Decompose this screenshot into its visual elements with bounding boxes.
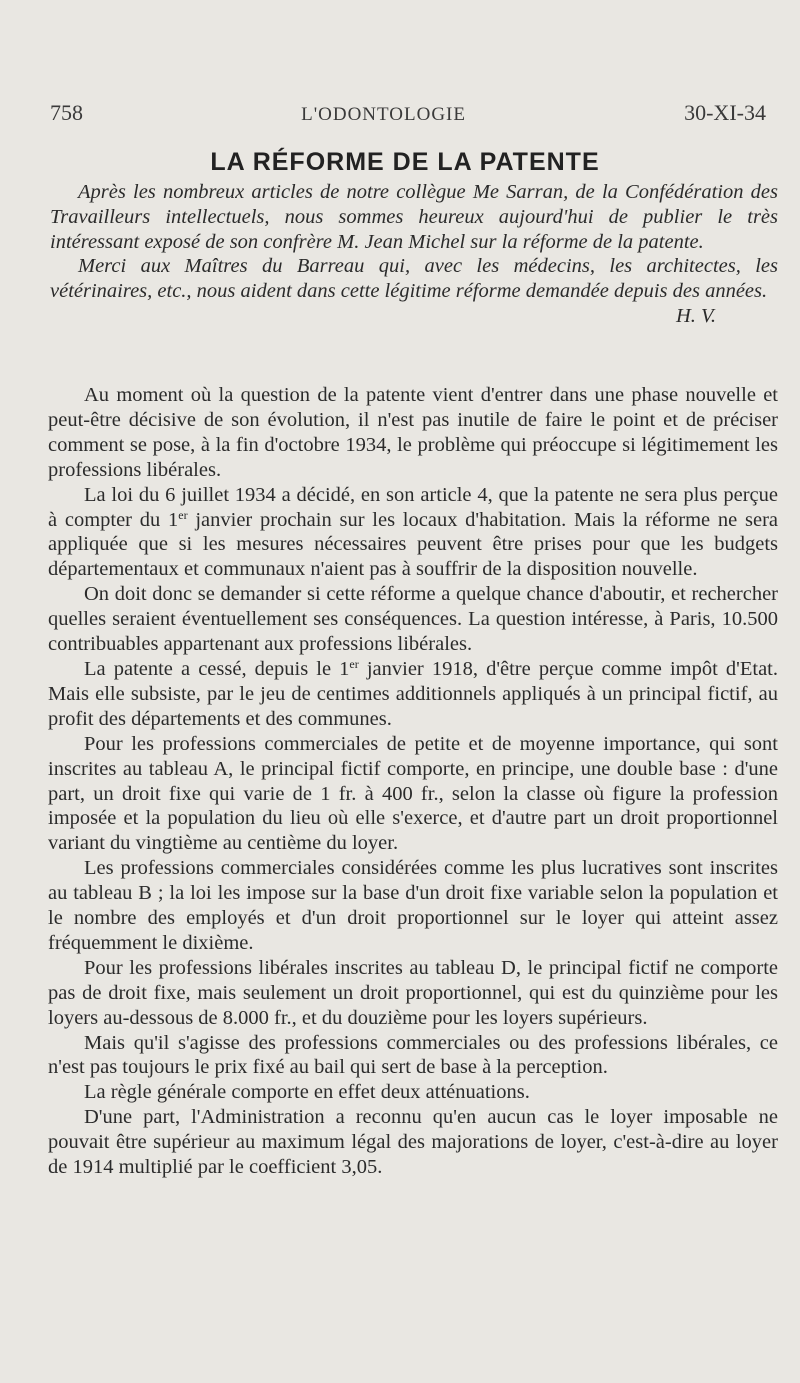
body-paragraph-4: La patente a cessé, depuis le 1er janvier 1918, d'être perçue comme impôt d'Etat. Mais elle subsiste, par le jeu de centimes additionnels appliqués à un principal fictif, au profit des départements et des communes. <box>48 656 778 730</box>
issue-date: 30-XI-34 <box>684 100 766 125</box>
page-number: 758 <box>50 100 83 125</box>
page-header <box>50 100 766 126</box>
journal-name: L'ODONTOLOGIE <box>301 104 466 125</box>
body-paragraph-2: La loi du 6 juillet 1934 a décidé, en son article 4, que la patente ne sera plus perçue à compter du 1er janvier prochain sur les locaux d'habitation. Mais la réforme ne sera appliquée que si les mesures nécessaires peuvent être prises pour que les budgets départementaux et communaux n'aient pas à souffrir de la disposition nouvelle. <box>48 483 778 581</box>
body-paragraph-8: Mais qu'il s'agisse des professions commerciales ou des professions libérales, ce n'est pas toujours le prix fixé au bail qui sert de base à la perception. <box>48 1031 778 1079</box>
intro-paragraph-1: Après les nombreux articles de notre collègue Me Sarran, de la Confédération des Travailleurs intellectuels, nous sommes heureux aujourd'hui de publier le très intéressant exposé de son confrère M. Jean Michel sur la réforme de la patente. <box>50 181 778 253</box>
article-title: LA RÉFORME DE LA PATENTE <box>210 148 600 176</box>
body-paragraph-1: Au moment où la question de la patente vient d'entrer dans une phase nouvelle et peut-être décisive de son évolution, il n'est pas inutile de faire le point et de préciser comment se pose, à la fin d'octobre 1934, le problème qui préoccupe si légitimement les professions libérales. <box>48 384 778 481</box>
body-paragraph-6: Les professions commerciales considérées comme les plus lucratives sont inscrites au tableau B ; la loi les impose sur la base d'un droit fixe variable selon la population et le nombre des employés et d'un droit proportionnel sur le loyer qui atteint assez fréquemment le dixième. <box>48 857 778 954</box>
body-paragraph-3: On doit donc se demander si cette réforme a quelque chance d'aboutir, et rechercher quelles seraient éventuellement ses conséquences. La question intéresse, à Paris, 10.500 contribuables appartenant aux professions libérales. <box>48 583 778 656</box>
article-body <box>48 383 778 1180</box>
editorial-intro <box>50 180 778 329</box>
body-paragraph-10: D'une part, l'Administration a reconnu qu'en aucun cas le loyer imposable ne pouvait être supérieur au maximum légal des majorations de loyer, c'est-à-dire au loyer de 1914 multiplié par le coefficient 3,05. <box>48 1106 778 1179</box>
intro-paragraph-2: Merci aux Maîtres du Barreau qui, avec les médecins, les architectes, les vétérinaires, etc., nous aident dans cette légitime réforme demandée depuis des années. <box>50 255 778 303</box>
editor-signature: H. V. <box>675 304 716 327</box>
intro-signature-line <box>50 304 778 329</box>
body-paragraph-7: Pour les professions libérales inscrites au tableau D, le principal fictif ne comporte pas de droit fixe, mais seulement un droit proportionnel, qui est du quinzième pour les loyers au-dessous de 8.000 fr., et du douzième pour les loyers supérieurs. <box>48 956 778 1029</box>
body-paragraph-5: Pour les professions commerciales de petite et de moyenne importance, qui sont inscrites au tableau A, le principal fictif comporte, en principe, une double base : d'une part, un droit fixe qui varie de 1 fr. à 400 fr., selon la classe où figure la profession imposée et la population du lieu où elle s'exerce, et d'autre part un droit proportionnel variant du vingtième au centième du loyer. <box>48 732 778 855</box>
body-paragraph-9: La règle générale comporte en effet deux atténuations. <box>84 1081 530 1104</box>
